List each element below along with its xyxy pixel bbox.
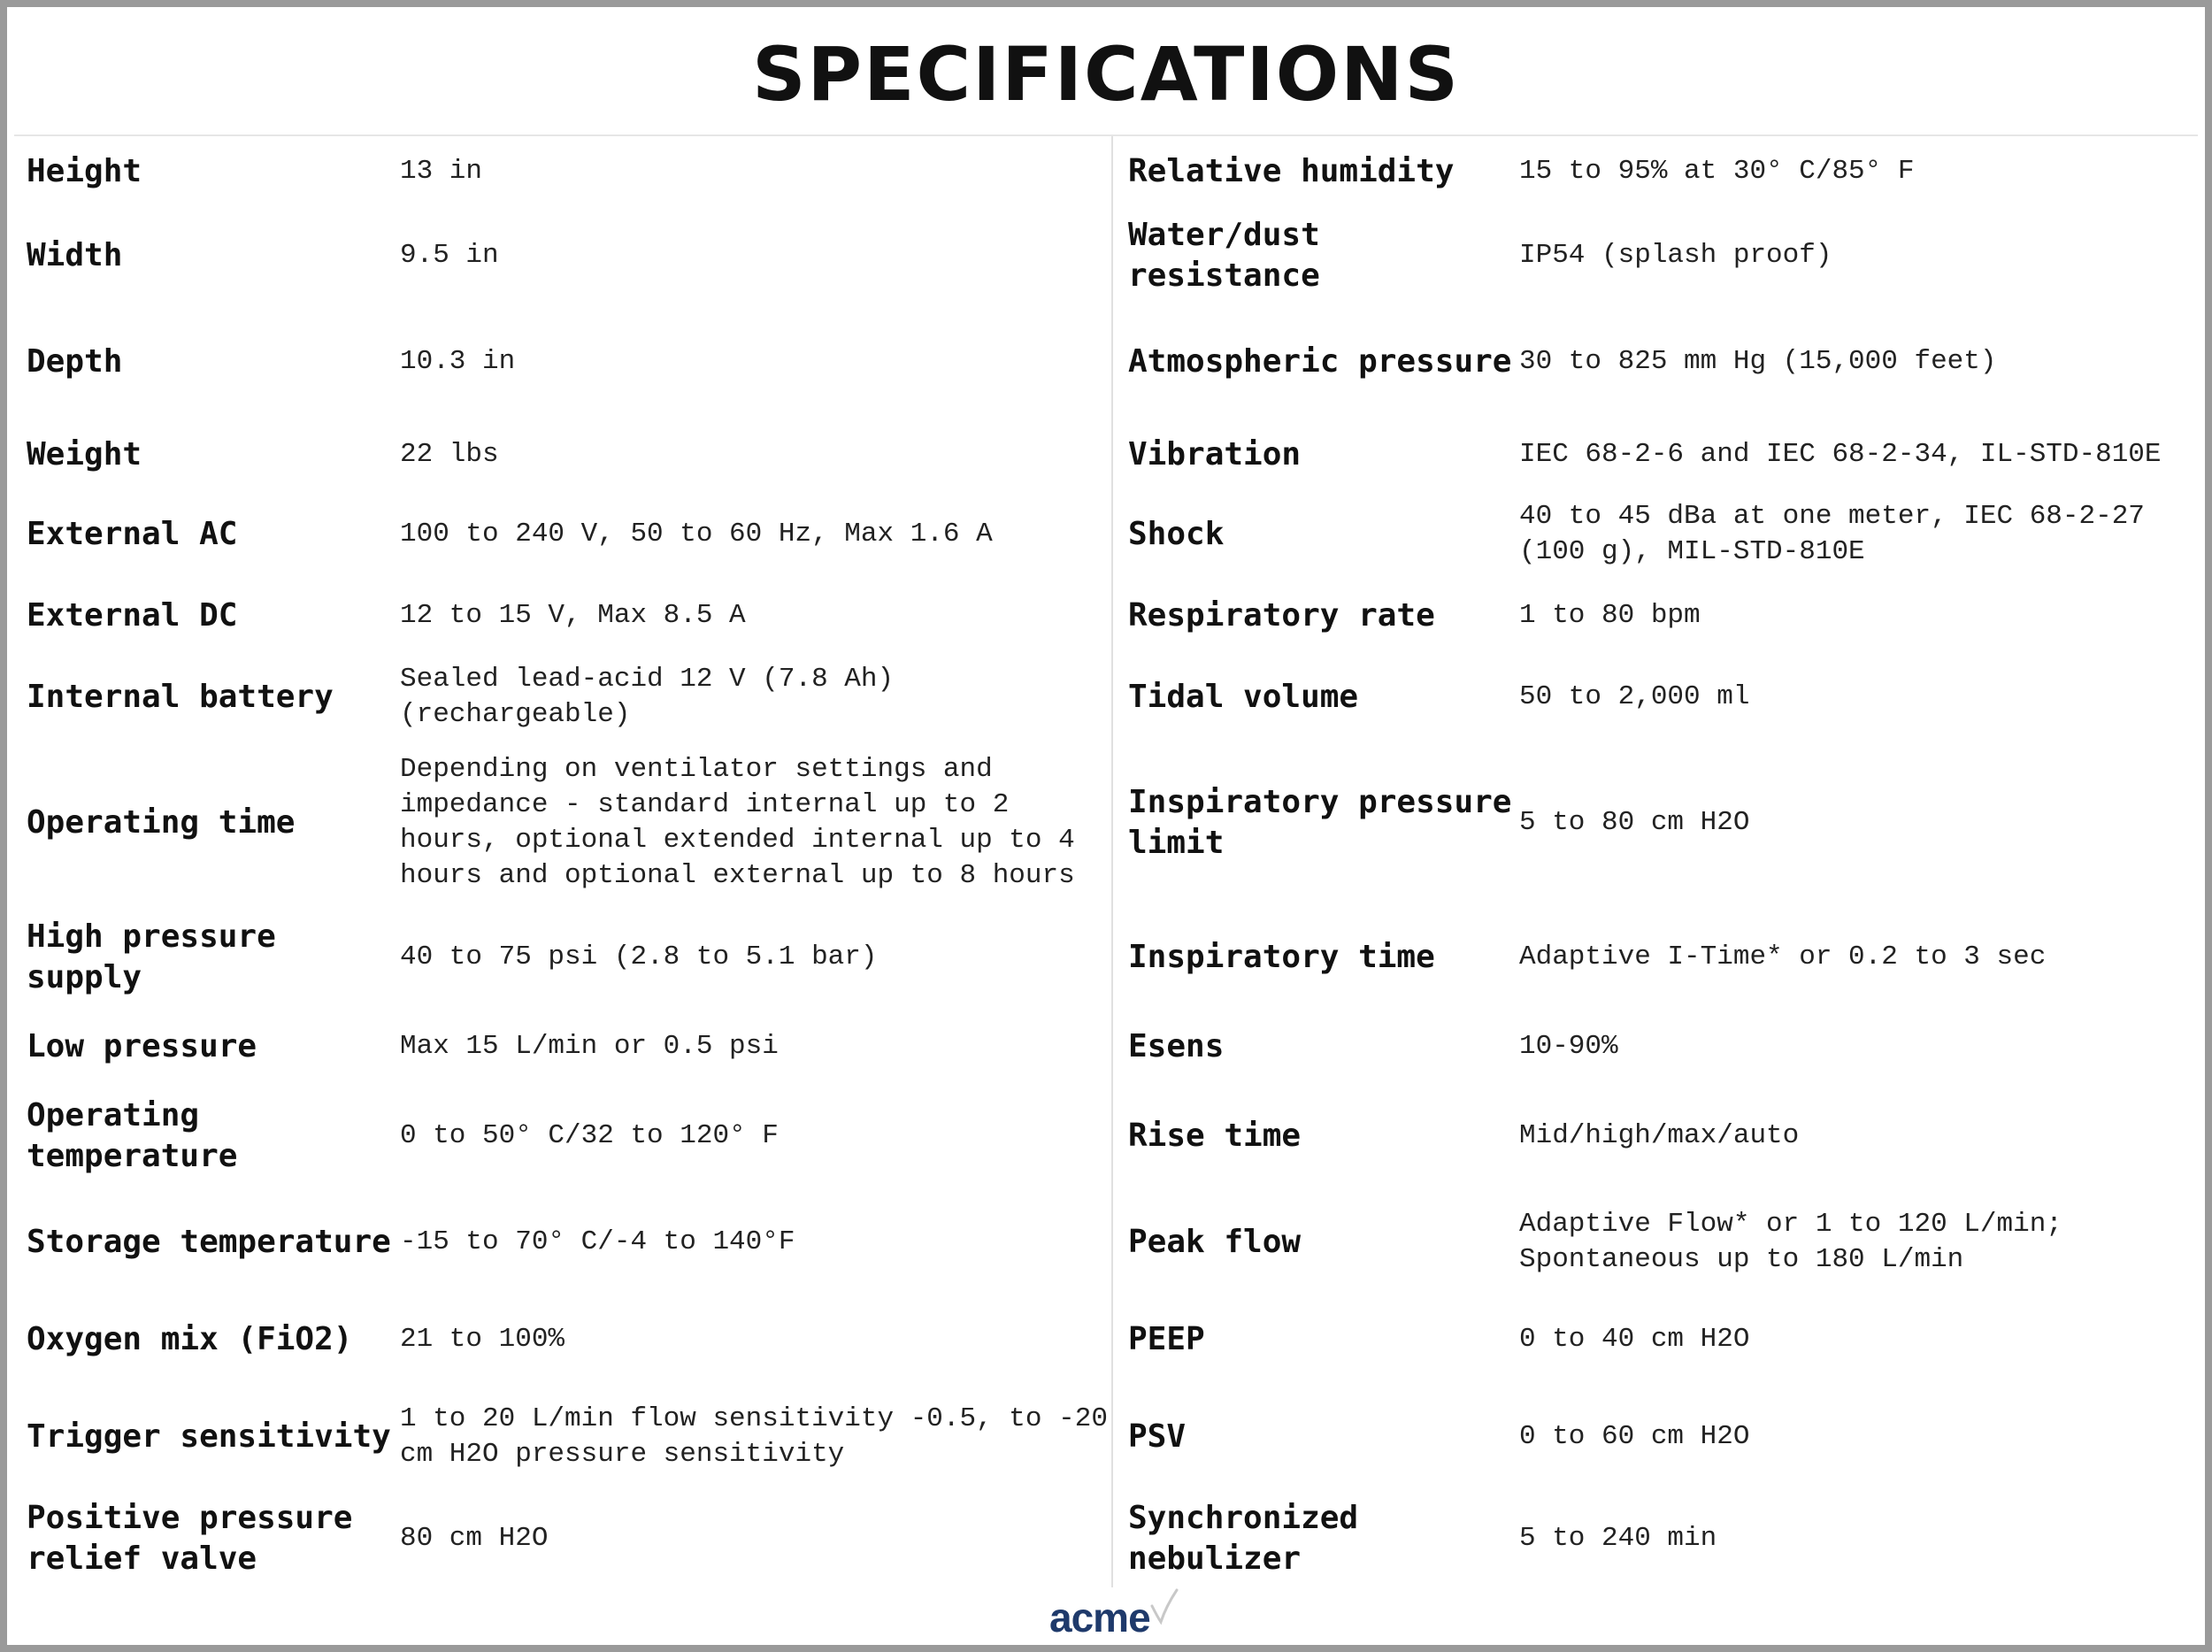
spec-label: Height [27,153,142,189]
spec-value: 10-90% [1519,1031,1618,1062]
spec-label: Inspiratory pressure limit [1128,784,1512,861]
spec-value: IP54 (splash proof) [1519,240,1832,271]
spec-value: -15 to 70° C/-4 to 140°F [400,1226,795,1257]
spec-label: External AC [27,516,238,552]
spec-value: 100 to 240 V, 50 to 60 Hz, Max 1.6 A [400,519,993,549]
spec-row [14,490,1111,579]
spec-row [14,1295,1111,1384]
spec-value: IEC 68-2-6 and IEC 68-2-34, IL-STD-810E [1519,439,2162,470]
spec-label: Rise time [1128,1118,1302,1154]
spec-value: Mid/high/max/auto [1519,1120,1800,1151]
spec-value: 9.5 in [400,240,499,271]
spec-value: 1 to 20 L/min flow sensitivity -0.5, to -20 cm H2O pressure sensitivity [400,1403,1108,1470]
spec-value: 30 to 825 mm Hg (15,000 feet) [1519,346,1997,377]
spec-label: Oxygen mix (FiO2) [27,1321,353,1357]
spec-value: 12 to 15 V, Max 8.5 A [400,600,746,631]
spec-value: Depending on ventilator settings and impedance - standard internal up to 2 hours, optional extended internal up to 4 hours and optional external up to 8 hours [400,754,1075,891]
spec-row [14,1490,1111,1587]
spec-value: Sealed lead-acid 12 V (7.8 Ah) (rechargeable) [400,664,895,730]
spec-label: PEEP [1128,1321,1205,1357]
spec-value: 50 to 2,000 ml [1519,681,1750,712]
spec-row [14,304,1111,419]
spec-label: Vibration [1128,436,1302,473]
spec-value: 40 to 75 psi (2.8 to 5.1 bar) [400,941,878,972]
spec-value: 1 to 80 bpm [1519,600,1701,631]
spec-row [1116,1083,2212,1189]
spec-label: Relative humidity [1128,153,1455,189]
spec-row [14,1083,1111,1189]
acme-logo [1049,1594,1191,1647]
spec-row [1116,904,2212,1010]
page-title: SPECIFICATIONS [14,14,2198,136]
spec-label: Inspiratory time [1128,939,1435,975]
spec-label: Atmospheric pressure [1128,343,1512,380]
spec-label: Weight [27,436,142,473]
spec-label: Internal battery [27,679,334,715]
spec-value: Adaptive I-Time* or 0.2 to 3 sec [1519,941,2047,972]
spec-value: 22 lbs [400,439,499,470]
right-spec-column [1116,136,2212,1587]
spec-row [14,653,1111,741]
spec-row [14,741,1111,904]
spec-value: 40 to 45 dBa at one meter, IEC 68-2-27 (100 g), MIL-STD-810E [1519,501,2145,567]
spec-row [14,579,1111,653]
spec-row [14,207,1111,304]
spec-row [14,1189,1111,1295]
spec-label: Depth [27,343,123,380]
spec-row [1116,741,2212,904]
spec-label: PSV [1128,1418,1187,1455]
spec-label: High pressure supply [27,918,276,995]
spec-label: Shock [1128,516,1225,552]
spec-row [14,904,1111,1010]
spec-value: 13 in [400,156,483,187]
spec-row [1116,579,2212,653]
spec-label: Peak flow [1128,1224,1302,1260]
spec-row [14,1010,1111,1083]
spec-value: 21 to 100% [400,1324,565,1355]
spec-row [1116,653,2212,741]
spec-label: Water/dust resistance [1128,217,1320,294]
spec-label: External DC [27,597,238,634]
spec-label: Synchronized nebulizer [1128,1500,1359,1577]
spec-value: 0 to 60 cm H2O [1519,1421,1750,1452]
spec-value: 10.3 in [400,346,516,377]
spec-row [14,419,1111,490]
spec-row [1116,1490,2212,1587]
spec-value: Adaptive Flow* or 1 to 120 L/min; Spontaneous up to 180 L/min [1519,1209,2062,1275]
spec-value: 0 to 40 cm H2O [1519,1324,1750,1355]
logo-wordmark: acme [1049,1594,1150,1640]
spec-value: 5 to 80 cm H2O [1519,807,1750,838]
spec-row [14,1384,1111,1490]
spec-label: Positive pressure relief valve [27,1500,353,1577]
spec-row [1116,419,2212,490]
spec-value: 5 to 240 min [1519,1523,1717,1554]
spec-label: Respiratory rate [1128,597,1435,634]
logo-swoosh-icon [1148,1587,1180,1625]
spec-row [1116,490,2212,579]
spec-value: 15 to 95% at 30° C/85° F [1519,156,1915,187]
column-divider [1111,136,1113,1587]
spec-row [1116,207,2212,304]
spec-label: Storage temperature [27,1224,391,1260]
spec-row [1116,304,2212,419]
spec-row [1116,1295,2212,1384]
spec-label: Trigger sensitivity [27,1418,391,1455]
spec-row [14,136,1111,207]
spec-label: Width [27,237,123,273]
spec-row [1116,136,2212,207]
spec-value: 0 to 50° C/32 to 120° F [400,1120,779,1151]
spec-label: Operating time [27,804,296,841]
left-spec-column [14,136,1111,1587]
spec-value: 80 cm H2O [400,1523,549,1554]
spec-label: Tidal volume [1128,679,1359,715]
spec-value: Max 15 L/min or 0.5 psi [400,1031,779,1062]
spec-row [1116,1189,2212,1295]
spec-row [1116,1384,2212,1490]
spec-label: Low pressure [27,1028,257,1064]
spec-label: Esens [1128,1028,1225,1064]
spec-row [1116,1010,2212,1083]
spec-label: Operating temperature [27,1097,238,1174]
